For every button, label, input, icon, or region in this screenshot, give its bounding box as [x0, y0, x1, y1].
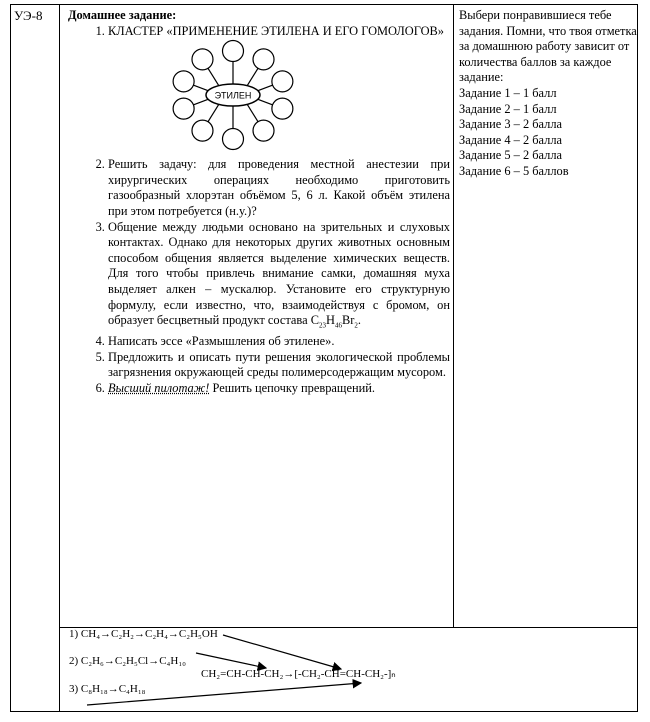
chain-arrows: [11, 5, 639, 713]
scoring-intro: Выбери понравившиеся тебе задания. Помни, что твоя отметка за домашнюю работу зависит от количества баллов за каждое задание:: [459, 8, 637, 85]
arrow: [223, 635, 341, 669]
task-3-formula: $C_{23}H_{46}Br_2$.: [310, 313, 361, 330]
task-1-text: КЛАСТЕР «ПРИМЕНЕНИЕ ЭТИЛЕНА И ЕГО ГОМОЛОГОВ»: [108, 23, 444, 38]
arrow: [87, 683, 361, 705]
task-4: 4. Написать эссе «Размышления об этилене».: [108, 334, 450, 350]
task-2: 2. Решить задачу: для проведения местной анестезии при хирургических операциях необходимо приготовить газообразный хлорэтан объёмом 5, 6 л. Какой объём этилена при этом потребуется (н.у.)?: [108, 157, 450, 219]
chain-line-1: 1) CH₄→C₂H₂→C₂H₄→C₂H₅OH: [69, 628, 218, 640]
score-item: Задание 1 – 1 балл: [459, 85, 557, 100]
task-6-italic: Высший пилотаж!: [108, 380, 210, 395]
chain-line-3: 3) C₈H₁₈→C₄H₁₈: [69, 683, 146, 695]
homework-table: [10, 4, 638, 712]
task-6-text: Решить цепочку превращений.: [209, 380, 375, 395]
chain-line-2: 2) C₂H₆→C₂H₅Cl→C₄H₁₀: [69, 655, 186, 667]
score-item: Задание 5 – 2 балла: [459, 148, 563, 163]
task-3-text: Общение между людьми основано на зрительных и слуховых контактах. Однако для некоторых других животных основным способом общения является выделение химических веществ. Для того чтобы привлечь внимание самки, домашняя муха выделяет алкен – мускалюр. Установите его структурную формулу, если известно, что, взаимодействуя с бромом, он образует бесцветный продукт состава: [108, 219, 450, 328]
score-item: Задание 4 – 2 балла: [459, 132, 563, 147]
score-item: Задание 2 – 1 балл: [459, 101, 557, 116]
task-5: 5. Предложить и описать пути решения экологической проблемы загрязнения окружающей среды полимерсодержащим мусором.: [108, 350, 450, 381]
section-code: УЭ-8: [14, 8, 43, 23]
chain-product: CH₂=CH-CH-CH₂→[-CH₂-CH=CH-CH₂-]ₙ: [201, 668, 396, 680]
score-item: Задание 3 – 2 балла: [459, 117, 563, 132]
arrow: [196, 653, 266, 668]
score-item: Задание 6 – 5 баллов: [459, 163, 569, 178]
homework-title: Домашнее задание:: [68, 8, 177, 22]
cluster-center-label: ЭТИЛЕН: [214, 90, 252, 101]
